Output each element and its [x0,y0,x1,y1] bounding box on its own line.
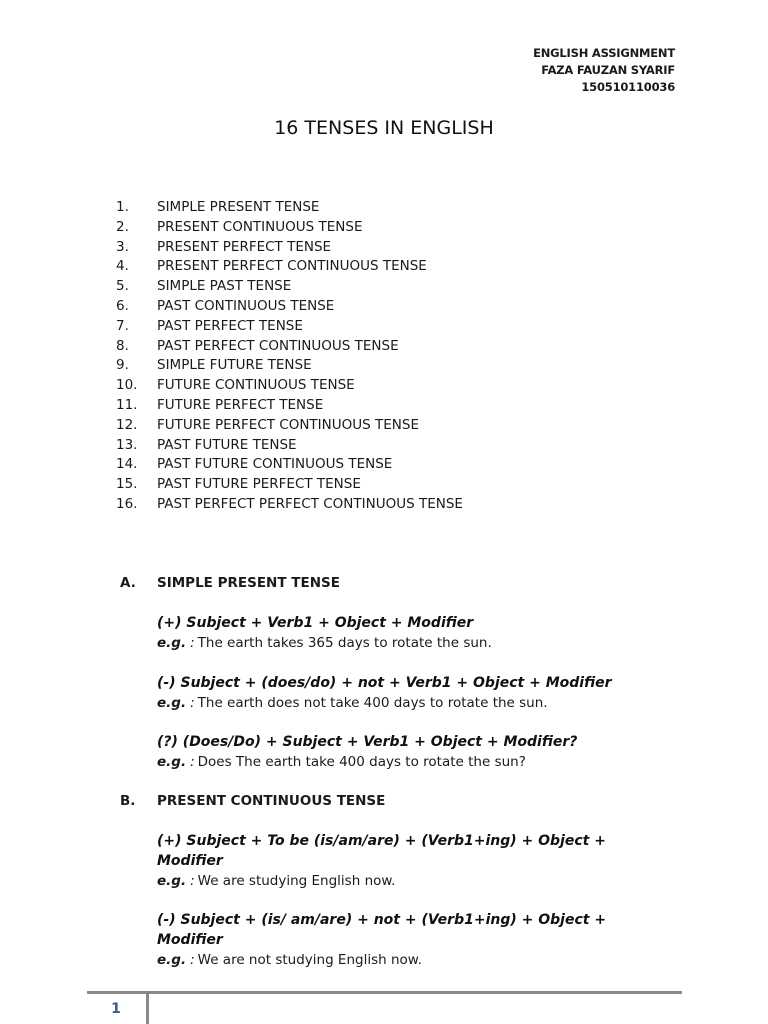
list-item [116,475,463,495]
list-item-label: FUTURE CONTINUOUS TENSE [157,377,355,394]
list-item-number: 12. [116,416,138,433]
example-text: We are not studying English now. [197,952,422,968]
formula-block [157,613,647,653]
list-item-label: PAST PERFECT CONTINUOUS TENSE [157,337,399,354]
document-header [533,45,675,96]
list-item-label: FUTURE PERFECT TENSE [157,396,324,413]
list-item-label: PAST FUTURE PERFECT TENSE [157,476,361,493]
list-item [116,337,463,357]
list-item [116,238,463,258]
list-item-number: 4. [116,258,129,275]
list-item-number: 8. [116,337,129,354]
list-item-label: PAST PERFECT TENSE [157,317,303,334]
list-item-label: PRESENT PERFECT CONTINUOUS TENSE [157,258,427,275]
formula-block [157,732,647,772]
example-line [157,693,647,713]
list-item-number: 2. [116,218,129,235]
course-title: ENGLISH ASSIGNMENT [533,46,675,60]
list-item-label: PAST PERFECT PERFECT CONTINUOUS TENSE [157,495,463,512]
example-label: e.g. [157,635,187,651]
formula-negative: (-) Subject + (does/do) + not + Verb1 + Object + Modifier [157,675,612,691]
list-item-number: 6. [116,297,129,314]
section-title: SIMPLE PRESENT TENSE [157,575,340,591]
page-number: 1 [111,1001,121,1017]
list-item-number: 10. [116,377,138,394]
student-name: FAZA FAUZAN SYARIF [541,63,675,77]
example-line [157,633,647,653]
list-item-label: SIMPLE PAST TENSE [157,278,292,295]
list-item [116,356,463,376]
list-item [116,277,463,297]
list-item-label: SIMPLE PRESENT TENSE [157,199,320,215]
example-colon: : [190,695,195,711]
example-line [157,871,647,891]
formula-block [157,910,647,970]
list-item-number: 11. [116,396,138,413]
example-colon: : [190,754,195,770]
formula-block [157,831,647,891]
list-item-label: FUTURE PERFECT CONTINUOUS TENSE [157,416,419,433]
list-item-label: SIMPLE FUTURE TENSE [157,357,312,374]
example-text: The earth takes 365 days to rotate the sun. [197,635,492,651]
tenses-list [116,198,463,515]
list-item-label: PAST FUTURE TENSE [157,436,297,453]
list-item-number: 9. [116,357,129,374]
formula-block [157,673,647,713]
example-label: e.g. [157,873,187,889]
example-text: We are studying English now. [197,873,396,889]
footer-rule [87,991,682,994]
section-letter: B. [120,793,136,809]
example-colon: : [190,635,195,651]
list-item [116,495,463,515]
example-label: e.g. [157,754,187,770]
formula-positive: (+) Subject + To be (is/am/are) + (Verb1+ing) + Object + Modifier [157,833,606,869]
list-item [116,317,463,337]
list-item-number: 1. [116,199,129,215]
section-title: PRESENT CONTINUOUS TENSE [157,793,386,809]
footer-divider [146,994,149,1024]
list-item [116,436,463,456]
list-item [116,376,463,396]
list-item-number: 13. [116,436,138,453]
list-item-label: PRESENT CONTINUOUS TENSE [157,218,363,235]
list-item [116,218,463,238]
formula-negative: (-) Subject + (is/ am/are) + not + (Verb1+ing) + Object + Modifier [157,912,607,948]
list-item-label: PAST FUTURE CONTINUOUS TENSE [157,456,393,473]
example-label: e.g. [157,695,187,711]
list-item-label: PRESENT PERFECT TENSE [157,238,332,255]
list-item-number: 3. [116,238,129,255]
list-item [116,416,463,436]
section-heading-present-continuous [120,791,385,811]
list-item [116,455,463,475]
formula-positive: (+) Subject + Verb1 + Object + Modifier [157,615,474,631]
section-letter: A. [120,575,136,591]
section-heading-simple-present [120,573,340,593]
student-id: 150510110036 [581,80,675,94]
list-item [116,198,463,218]
example-text: Does The earth take 400 days to rotate the sun? [197,754,526,770]
list-item-number: 14. [116,456,138,473]
list-item-number: 7. [116,317,129,334]
list-item [116,257,463,277]
page-title: 16 TENSES IN ENGLISH [274,117,494,139]
list-item-label: PAST CONTINUOUS TENSE [157,297,335,314]
example-text: The earth does not take 400 days to rotate the sun. [197,695,548,711]
formula-question: (?) (Does/Do) + Subject + Verb1 + Object + Modifier? [157,734,578,750]
example-label: e.g. [157,952,187,968]
example-colon: : [190,952,195,968]
list-item [116,297,463,317]
example-colon: : [190,873,195,889]
list-item-number: 16. [116,495,138,512]
list-item-number: 15. [116,476,138,493]
example-line [157,950,647,970]
list-item [116,396,463,416]
list-item-number: 5. [116,278,129,295]
example-line [157,752,647,772]
